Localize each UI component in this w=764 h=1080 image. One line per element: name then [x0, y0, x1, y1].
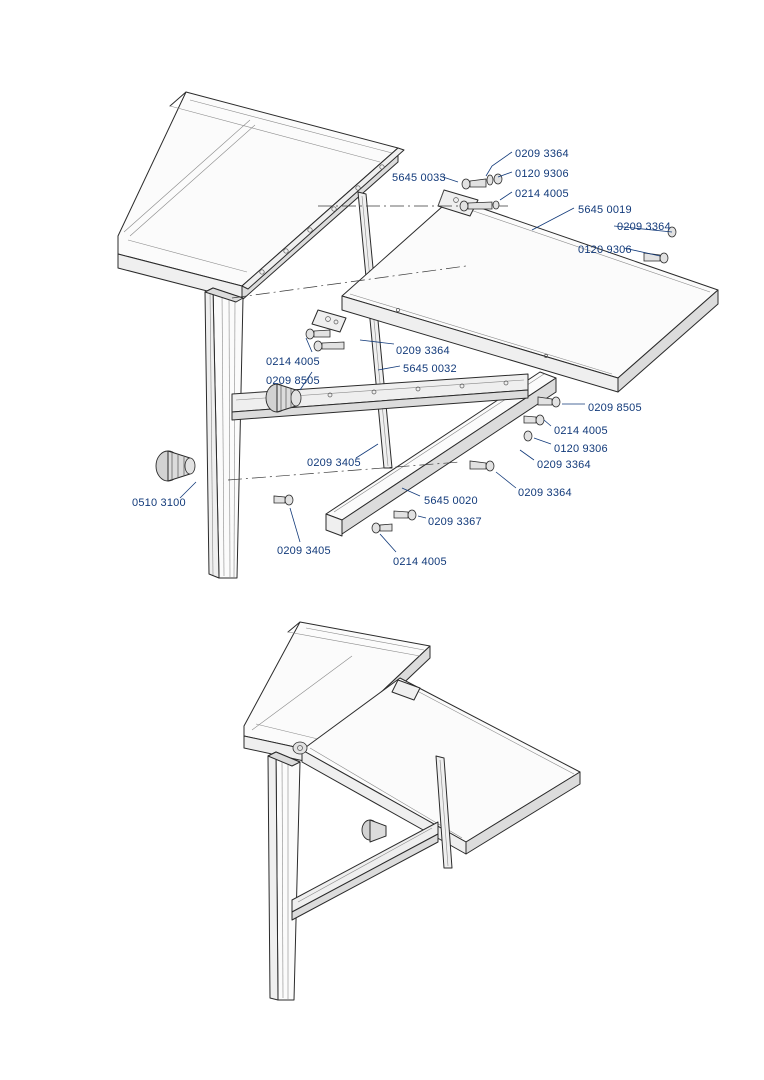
nut-1 — [494, 174, 502, 184]
callout-0209-3364-d: 0209 3364 — [537, 459, 591, 471]
callout-0214-4005-c: 0214 4005 — [554, 425, 608, 437]
main-table-top — [118, 92, 398, 300]
callout-0214-4005-d: 0214 4005 — [393, 556, 447, 568]
diagonal-brace-leg — [358, 192, 392, 468]
screw-9 — [394, 510, 416, 520]
callout-0209-3364-e: 0209 3364 — [518, 487, 572, 499]
callout-5645-0019: 5645 0019 — [578, 204, 632, 216]
callout-5645-0032: 5645 0032 — [403, 363, 457, 375]
callout-5645-0033: 5645 0033 — [392, 172, 446, 184]
callout-0209-3364-a: 0209 3364 — [515, 148, 569, 160]
screw-11 — [274, 495, 293, 505]
callout-0209-3405-a: 0209 3405 — [307, 457, 361, 469]
assembled-view-group — [244, 622, 580, 1000]
assembled-bracket — [293, 742, 307, 754]
screw-4 — [306, 329, 330, 339]
callout-0209-3364-b: 0209 3364 — [617, 221, 671, 233]
screw-1 — [462, 179, 486, 189]
callout-0214-4005-a: 0214 4005 — [515, 188, 569, 200]
callout-0209-3367: 0209 3367 — [428, 516, 482, 528]
screw-5 — [314, 341, 344, 351]
clamp-knob-lower — [156, 451, 195, 481]
callout-0120-9306-a: 0120 9306 — [515, 168, 569, 180]
screw-3 — [644, 253, 668, 263]
exploded-view-group — [118, 92, 718, 578]
screw-7 — [524, 415, 544, 425]
screw-6 — [538, 397, 560, 407]
callout-5645-0020: 5645 0020 — [424, 495, 478, 507]
washer-1 — [487, 175, 493, 185]
callout-0120-9306-c: 0120 9306 — [554, 443, 608, 455]
callout-0209-8505-a: 0209 8505 — [266, 375, 320, 387]
assembled-clamp-knob — [362, 820, 386, 842]
mounting-bracket-lower — [312, 310, 346, 332]
callout-0209-3405-b: 0209 3405 — [277, 545, 331, 557]
callout-0120-9306-b: 0120 9306 — [578, 244, 632, 256]
callout-0510-3100: 0510 3100 — [132, 497, 186, 509]
nut-3 — [524, 431, 532, 441]
callout-0214-4005-b: 0214 4005 — [266, 356, 320, 368]
callout-0209-3364-c: 0209 3364 — [396, 345, 450, 357]
screw-8 — [470, 461, 494, 471]
assembled-table-leg — [268, 752, 300, 1000]
callout-0209-8505-b: 0209 8505 — [588, 402, 642, 414]
table-leg — [205, 288, 243, 578]
screw-10 — [372, 523, 392, 533]
